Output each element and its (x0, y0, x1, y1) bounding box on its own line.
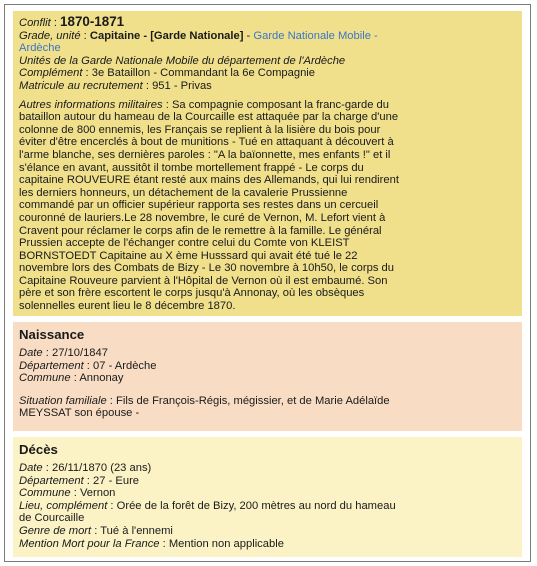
deces-date-row: Date : 26/11/1870 (23 ans) (19, 462, 152, 474)
deces-departement-label: Département (19, 474, 84, 487)
autres-text-13: novembre lors des Combats de Bizy - Le 30 novembre à 10h50, le corps du (19, 262, 394, 275)
conflit-value: 1870-1871 (60, 14, 125, 29)
autres-text-1: bataillon autour du hameau de la Courcaille est attaquée par la charge d'une (19, 111, 399, 124)
grade-unit-link[interactable]: Garde Nationale Mobile - (253, 29, 378, 42)
autres-text-14: Capitaine Rouveure parvient à l'Hôpital de Vernon où il est embaumé. Son (19, 274, 388, 287)
naissance-departement-row: Département : 07 - Ardèche (19, 359, 157, 372)
deces-commune-row: Commune : Vernon (19, 487, 116, 500)
deces-section (13, 437, 522, 557)
deces-mention-label: Mention Mort pour la France (19, 537, 160, 550)
deces-departement-value: 27 - Eure (93, 474, 140, 487)
autres-text-0: Sa compagnie composant la franc-garde du (171, 98, 389, 111)
naissance-commune-label: Commune (19, 372, 71, 385)
autres-label: Autres informations militaires (19, 98, 163, 111)
complement-label: Complément (19, 67, 83, 80)
conflit-label: Conflit (19, 17, 51, 29)
spacer (19, 385, 516, 395)
deces-commune-value: Vernon (79, 487, 116, 500)
situation-value-continued: MEYSSAT son épouse - (19, 407, 140, 420)
situation-value: Fils de François-Régis, mégissier, et de Marie Adélaïde (116, 394, 390, 407)
naissance-title: Naissance (19, 327, 85, 342)
naissance-section (13, 322, 522, 431)
situation-row: Situation familiale : Fils de François-Régis, mégissier, et de Marie Adélaïde (19, 394, 390, 407)
autres-text-4: l'arme blanche, ses dernières paroles : "A la baïonnette, mes enfants !" et il (19, 148, 391, 161)
complement-value: 3e Bataillon - Commandant la 6e Compagnie (91, 67, 316, 80)
autres-text-16: solennelles eurent lieu le 8 décembre 1870. (19, 300, 236, 313)
matricule-value: 951 - Privas (152, 79, 212, 92)
unites-text: Unités de la Garde Nationale Mobile du département de l'Ardèche (19, 54, 346, 67)
deces-lieu-row: Lieu, complément : Orée de la forêt de Bizy, 200 mètres au nord du hameau (19, 499, 396, 512)
naissance-departement-label: Département (19, 359, 84, 372)
naissance-date-label: Date (19, 347, 43, 359)
matricule-label: Matricule au recrutement (19, 79, 143, 92)
naissance-date-row: Date : 27/10/1847 (19, 347, 108, 359)
autres-line: Autres informations militaires : Sa compagnie composant la franc-garde du (19, 98, 389, 111)
deces-mention-value: Mention non applicable (168, 537, 284, 550)
autres-text-8: commandé par un officier supérieur rapporta ses restes dans un cercueil (19, 199, 379, 212)
deces-commune-label: Commune (19, 487, 71, 500)
deces-date-label: Date (19, 462, 43, 474)
autres-informations (19, 99, 516, 313)
autres-text-10: Cravent pour réclamer le corps afin de le remettre à la famille. Le général (19, 224, 382, 237)
autres-text-12: BORNSTOEDT Capitaine au X ème Husssard qui avait été tué le 22 (19, 249, 358, 262)
situation-label: Situation familiale (19, 394, 107, 407)
deces-lieu-value: Orée de la forêt de Bizy, 200 mètres au nord du hameau (116, 499, 396, 512)
grade-label: Grade, unité (19, 29, 81, 42)
deces-genre-value: Tué à l'ennemi (100, 524, 173, 537)
deces-title: Décès (19, 442, 58, 457)
deces-departement-row: Département : 27 - Eure (19, 474, 140, 487)
autres-text-9: couronné de lauriers.Le 28 novembre, le curé de Vernon, M. Lefort vient à (19, 211, 386, 224)
autres-text-7: les derniers honneurs, un détachement de la cavalerie Prussienne (19, 186, 348, 199)
deces-mention-row: Mention Mort pour la France : Mention non applicable (19, 537, 284, 550)
autres-text-2: colonne de 800 ennemis, les Français se replient à la lisière du bois pour (19, 123, 381, 136)
naissance-departement-value: 07 - Ardèche (93, 359, 157, 372)
deces-date-value: 26/11/1870 (23 ans) (51, 462, 152, 474)
deces-genre-label: Genre de mort (19, 524, 92, 537)
conflit-section (13, 11, 522, 316)
naissance-commune-value: Annonay (79, 372, 124, 385)
deces-genre-row: Genre de mort : Tué à l'ennemi (19, 524, 173, 537)
autres-text-6: capitaine ROUVEURE étant resté aux mains des Allemands, qui lui rendirent (19, 174, 399, 187)
conflit-row: Conflit : 1870-1871 (19, 14, 125, 29)
autres-text-15: père et son frère escortent le corps jusqu'à Annonay, où les obsèques (19, 287, 365, 300)
complement-row: Complément : 3e Bataillon - Commandant la 6e Compagnie (19, 67, 316, 80)
grade-unit-link-continued[interactable]: Ardèche (19, 42, 61, 55)
autres-text-5: s'élance en avant, aussitôt il tombe mortellement frappé - Le corps du (19, 161, 364, 174)
grade-value: Capitaine - [Garde Nationale] (89, 29, 244, 42)
matricule-row: Matricule au recrutement : 951 - Privas (19, 79, 212, 92)
record-frame (4, 4, 531, 562)
naissance-date-value: 27/10/1847 (51, 347, 108, 359)
deces-lieu-value-continued: de Courcaille (19, 512, 85, 525)
autres-text-11: Prussien accepte de l'échanger contre celui du Comte von KLEIST (19, 237, 350, 250)
autres-text-3: éviter d'être encerclés à bout de munitions - Tué en attaquant à découvert à (19, 136, 394, 149)
grade-row: Grade, unité : Capitaine - [Garde Nationale] - Garde Nationale Mobile - (19, 29, 378, 42)
deces-lieu-label: Lieu, complément (19, 499, 108, 512)
naissance-commune-row: Commune : Annonay (19, 372, 124, 385)
